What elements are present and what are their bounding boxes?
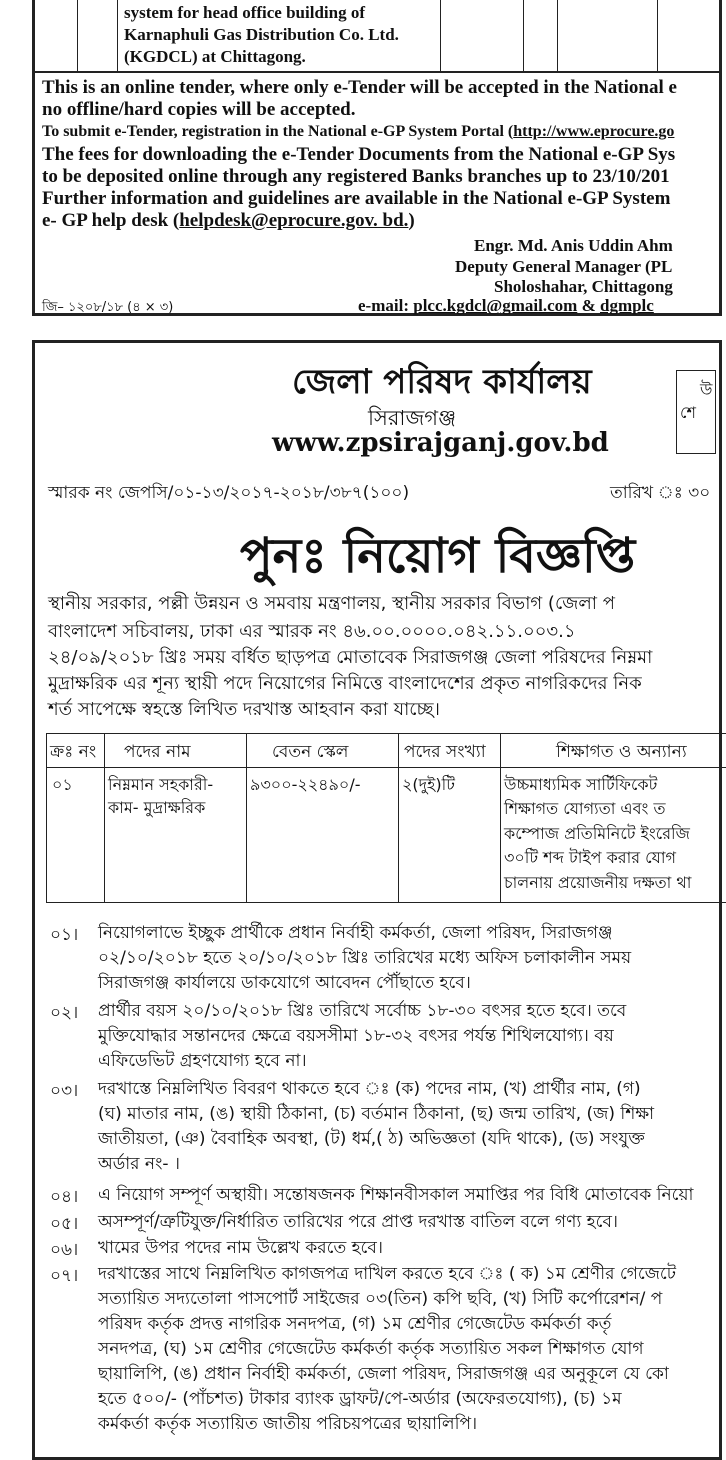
condition-line: এফিডেভিট গ্রহণযোগ্য হবে না। — [98, 1051, 307, 1071]
submit-instruction — [42, 122, 674, 142]
condition-line: (ঘ) মাতার নাম, (ঙ) স্থায়ী ঠিকানা, (চ) বর্তমান ঠিকানা, (ছ) জন্ম তারিখ, (জ) শিক্ষা — [98, 1104, 655, 1124]
intro-line: মুদ্রাক্ষরিক এর শূন্য স্থায়ী পদে নিয়োগের নিমিত্তে বাংলাদেশের প্রকৃত নাগরিকদের নিক — [48, 673, 642, 694]
condition-number: ০৬। — [50, 1240, 79, 1260]
condition-number: ০৪। — [50, 1187, 79, 1207]
col-header-serial: ক্রঃ নং — [50, 742, 97, 762]
condition-number: ০৭। — [50, 1266, 79, 1286]
table-divider — [77, 0, 78, 71]
row-pay-scale: ৯৩০০-২২৪৯০/- — [250, 775, 361, 794]
condition-line: সনদপত্র, (ঘ) ১ম শ্রেণীর গেজেটেড কর্মকর্তা কর্তৃক সত্যায়িত সকল শিক্ষাগত যোগ — [98, 1339, 644, 1359]
condition-line: অর্ডার নং- । — [98, 1154, 181, 1174]
email-link[interactable]: plcc.kgdcl@gmail.com — [413, 296, 578, 315]
memo-number: স্মারক নং জেপসি/০১-১৩/২০১৭-২০১৮/৩৮৭(১০০) — [48, 483, 410, 503]
condition-line: খামের উপর পদের নাম উল্লেখ করতে হবে। — [98, 1238, 383, 1258]
row-qualification: শিক্ষাগত যোগ্যতা এবং ত — [504, 799, 666, 818]
table-divider — [523, 0, 524, 71]
table-rule — [104, 733, 105, 903]
table-rule — [500, 733, 501, 903]
table-rule — [46, 767, 726, 768]
helpdesk-line — [42, 210, 415, 231]
row-serial: ০১ — [52, 775, 73, 794]
website-url[interactable]: www.zpsirajganj.gov.bd — [272, 428, 609, 458]
tender-paragraph: This is an online tender, where only e-Tender will be accepted in the National e — [42, 77, 677, 98]
intro-line: শর্ত সাপেক্ষে স্বহস্তে লিখিত দরখাস্ত আহবান করা যাচ্ছে। — [48, 699, 440, 720]
fees-paragraph: The fees for downloading the e-Tender Documents from the National e-GP Sys — [42, 144, 676, 165]
condition-line: হতে ৫০০/- (পাঁচশত) টাকার ব্যাংক ড্রাফট/পে-অর্ডার (অফেরতযোগ্য), (চ) ১ম — [98, 1389, 622, 1409]
condition-line: সত্যায়িত সদ্যতোলা পাসপোর্ট সাইজের ০৩(তিন) কপি ছবি, (খ) সিটি কর্পোরেশন/ প — [98, 1289, 663, 1309]
col-header-scale: বেতন স্কেল — [272, 742, 349, 762]
office-title: জেলা পরিষদ কার্যালয় — [292, 362, 592, 402]
table-cell-line: (KGDCL) at Chittagong. — [124, 47, 306, 66]
submit-text: To submit e-Tender, registration in the National e-GP System Portal ( — [42, 123, 514, 140]
condition-number: ০৩। — [50, 1081, 79, 1101]
condition-line: সিরাজগঞ্জ কার্যালয়ে ডাকযোগে আবেদন পৌঁছাতে হবে। — [98, 973, 471, 993]
table-divider — [657, 0, 658, 71]
table-rule — [398, 733, 399, 903]
email-link[interactable]: dgmplc — [599, 296, 654, 315]
table-divider — [440, 0, 441, 71]
condition-line: জাতীয়তা, (ঞ) বৈবাহিক অবস্থা, (ট) ধর্ম,( ঠ) অভিজ্ঞতা (যদি থাকে), (ড) সংযুক্ত — [98, 1129, 645, 1149]
row-qualification: উচ্চমাধ্যমিক সার্টিফিকেট — [504, 775, 658, 794]
condition-line: ছায়ালিপি, (ঙ) প্রধান নির্বাহী কর্মকর্তা, জেলা পরিষদ, সিরাজগঞ্জ এর অনুকূলে যে কো — [98, 1364, 669, 1384]
col-header-post: পদের নাম — [124, 742, 191, 762]
headline: পুনঃ নিয়োগ বিজ্ঞপ্তি — [240, 528, 636, 584]
table-cell-line: Karnaphuli Gas Distribution Co. Ltd. — [124, 25, 399, 44]
table-rule — [246, 733, 247, 903]
row-post-count: ২(দুই)টি — [402, 775, 455, 794]
condition-line: পরিষদ কর্তৃক প্রদত্ত নাগরিক সনদপত্র, (গ) ১ম শ্রেণীর গেজেটেড কর্মকর্তা কর্তৃ — [98, 1314, 612, 1334]
signatory-name: Engr. Md. Anis Uddin Ahm — [474, 236, 673, 255]
row-post-name: নিম্নমান সহকারী- — [108, 775, 214, 794]
intro-line: ২৪/০৯/২০১৮ খ্রিঃ সময় বর্ধিত ছাড়পত্র মোতাবেক সিরাজগঞ্জ জেলা পরিষদের নিম্নমা — [48, 647, 653, 668]
col-header-qualification: শিক্ষাগত ও অন্যান্য — [556, 742, 687, 762]
condition-number: ০১। — [50, 925, 79, 945]
table-rule — [46, 733, 726, 734]
helpdesk-email-link[interactable]: helpdesk@eprocure.gov. bd. — [179, 210, 409, 231]
table-cell-line: system for head office building of — [124, 3, 365, 22]
col-header-count: পদের সংখ্যা — [404, 742, 486, 762]
condition-line: মুক্তিযোদ্ধার সন্তানদের ক্ষেত্রে বয়সসীমা ১৮-৩২ বৎসর পর্যন্ত শিথিলযোগ্য। বয় — [98, 1026, 614, 1046]
eprocure-link[interactable]: http://www.eprocure.go — [513, 123, 675, 140]
email-label: e-mail: — [358, 296, 414, 315]
table-divider — [117, 0, 118, 71]
condition-line: দরখাস্তে নিম্নলিখিত বিবরণ থাকতে হবে ঃ (ক) পদের নাম, (খ) প্রার্থীর নাম, (গ) — [98, 1079, 641, 1099]
intro-line: বাংলাদেশ সচিবালয়, ঢাকা এর স্মারক নং ৪৬.০০.০০০০.০৪২.১১.০০৩.১ — [48, 621, 576, 642]
fees-paragraph: to be deposited online through any registered Banks branches up to 23/10/201 — [42, 166, 670, 187]
row-qualification: কম্পোজ প্রতিমিনিটে ইংরেজি — [504, 824, 690, 843]
condition-line: এ নিয়োগ সম্পূর্ণ অস্থায়ী। সন্তোষজনক শিক্ষানবীসকাল সমাপ্তির পর বিধি মোতাবেক নিয়ো — [98, 1185, 694, 1205]
signatory-place: Sholoshahar, Chittagong — [494, 277, 673, 296]
table-divider — [557, 0, 558, 71]
helpdesk-text: e- GP help desk ( — [42, 210, 180, 231]
intro-line: স্থানীয় সরকার, পল্লী উন্নয়ন ও সমবায় মন্ত্রণালয়, স্থানীয় সরকার বিভাগ (জেলা প — [48, 593, 615, 614]
signatory-title: Deputy General Manager (PL — [455, 257, 673, 276]
email-separator: & — [577, 296, 600, 315]
corner-box-text: উ — [700, 380, 713, 399]
condition-number: ০২। — [50, 1003, 79, 1023]
ref-code: জি– ১২০৮/১৮ (৪ × ৩) — [42, 300, 174, 315]
row-post-name: কাম- মুদ্রাক্ষরিক — [108, 798, 206, 817]
info-paragraph: Further information and guidelines are available in the National e-GP System — [42, 188, 671, 209]
condition-number: ০৫। — [50, 1214, 79, 1234]
row-qualification: চালনায় প্রয়োজনীয় দক্ষতা থা — [504, 873, 692, 892]
row-qualification: ৩০টি শব্দ টাইপ করার যোগ — [504, 848, 676, 867]
condition-line: ০২/১০/২০১৮ হতে ২০/১০/২০১৮ খ্রিঃ তারিখের মধ্যে অফিস চলাকালীন সময় — [98, 948, 632, 968]
memo-date: তারিখ ঃ ৩০ — [610, 483, 711, 503]
email-line — [358, 296, 654, 316]
tender-paragraph: no offline/hard copies will be accepted. — [42, 99, 356, 120]
condition-line: কর্মকর্তা কর্তৃক সত্যায়িত জাতীয় পরিচয়পত্রের ছায়ালিপি। — [98, 1414, 478, 1434]
post-table — [46, 733, 726, 903]
condition-line: অসম্পূর্ণ/ত্রুটিযুক্ত/নির্ধারিত তারিখের পরে প্রাপ্ত দরখাস্ত বাতিল বলে গণ্য হবে। — [98, 1212, 618, 1232]
table-rule — [46, 902, 726, 903]
table-rule — [46, 733, 47, 903]
condition-line: প্রার্থীর বয়স ২০/১০/২০১৮ খ্রিঃ তারিখে সর্বোচ্চ ১৮-৩০ বৎসর হতে হবে। তবে — [98, 1001, 627, 1021]
district-name: সিরাজগঞ্জ — [368, 406, 457, 430]
helpdesk-suffix: ) — [408, 210, 415, 231]
condition-line: নিয়োগলাভে ইচ্ছুক প্রার্থীকে প্রধান নির্বাহী কর্মকর্তা, জেলা পরিষদ, সিরাজগঞ্জ — [98, 923, 613, 943]
corner-box-text: শে — [680, 403, 696, 422]
condition-line: দরখাস্তের সাথে নিম্নলিখিত কাগজপত্র দাখিল করতে হবে ঃ ( ক) ১ম শ্রেণীর গেজেটে — [98, 1264, 676, 1284]
